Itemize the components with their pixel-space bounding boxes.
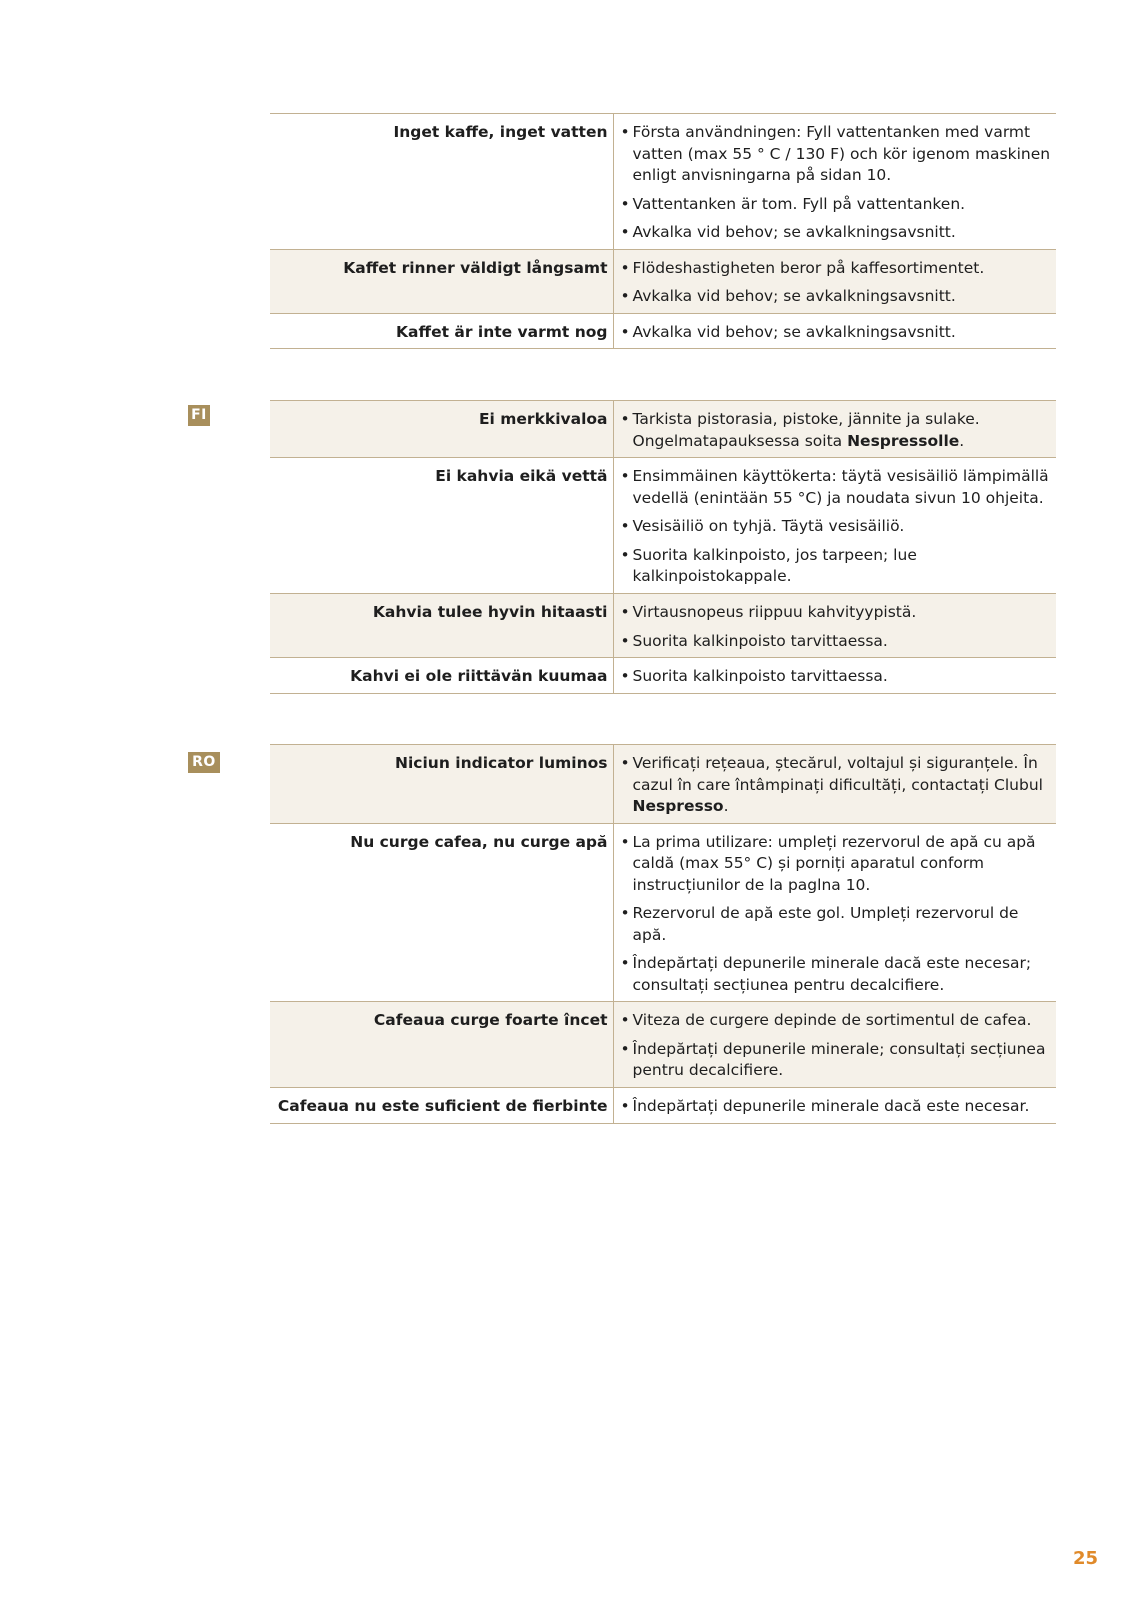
solution-item: • Rezervorul de apă este gol. Umpleți rezervorul de apă. (620, 904, 1019, 944)
table-row (270, 249, 1056, 313)
problem-label: Ei kahvia eikä vettä (270, 458, 613, 594)
table-row (270, 1088, 1056, 1124)
problem-label: Kaffet rinner väldigt långsamt (270, 249, 613, 313)
solution-item: • Suorita kalkinpoisto tarvittaessa. (620, 631, 888, 650)
solution-item: • Avkalka vid behov; se avkalkningsavsnitt. (620, 223, 956, 241)
language-tag-fi: FI (188, 405, 210, 426)
page-number: 25 (1072, 1548, 1098, 1569)
solution-list (613, 458, 1056, 594)
solution-item: • Viteza de curgere depinde de sortimentul de cafea. (620, 1011, 1032, 1029)
solution-list (613, 401, 1056, 458)
problem-label: Cafeaua nu este suficient de fierbinte (270, 1088, 613, 1124)
table-row (270, 401, 1056, 458)
troubleshooting-table-ro (270, 744, 1056, 1124)
solution-item: • Vattentanken är tom. Fyll på vattentanken. (620, 194, 966, 213)
language-tag-ro: RO (188, 752, 220, 773)
table-row (270, 458, 1056, 594)
solution-list (613, 823, 1056, 1002)
troubleshooting-section-sv (270, 113, 1056, 349)
brand-name: Nespressolle (847, 431, 960, 450)
solution-list (613, 249, 1056, 313)
solution-list (613, 114, 1056, 250)
solution-item: • Verificați rețeaua, ștecărul, voltajul și siguranțele. În cazul în care întâmpinați dificultăți, contactați Clubul Nespresso. (620, 754, 1043, 815)
solution-list (613, 313, 1056, 349)
table-row (270, 745, 1056, 824)
solution-item: • Virtausnopeus riippuu kahvityypistä. (620, 603, 917, 621)
solution-item: • Avkalka vid behov; se avkalkningsavsnitt. (620, 287, 956, 305)
troubleshooting-table-fi (270, 400, 1056, 694)
solution-item: • Vesisäiliö on tyhjä. Täytä vesisäiliö. (620, 517, 905, 535)
solution-list (613, 658, 1056, 694)
solution-item: • Suorita kalkinpoisto, jos tarpeen; lue kalkinpoistokappale. (620, 545, 917, 585)
problem-label: Kaffet är inte varmt nog (270, 313, 613, 349)
solution-item: • Suorita kalkinpoisto tarvittaessa. (620, 667, 888, 685)
troubleshooting-section-ro (270, 744, 1056, 1124)
solution-list (613, 745, 1056, 824)
troubleshooting-table-sv (270, 113, 1056, 349)
table-row (270, 823, 1056, 1002)
problem-label: Kahvi ei ole riittävän kuumaa (270, 658, 613, 694)
solution-item: • Îndepărtați depunerile minerale; consultați secțiunea pentru decalcifiere. (620, 1039, 1046, 1079)
table-row (270, 658, 1056, 694)
solution-item: • Tarkista pistorasia, pistoke, jännite ja sulake. Ongelmatapauksessa soita Nespressolle. (620, 410, 980, 450)
solution-item: • Första användningen: Fyll vattentanken med varmt vatten (max 55 ° C / 130 F) och kör igenom maskinen enligt anvisningarna på sidan 10. (620, 123, 1051, 184)
solution-item: • Îndepărtați depunerile minerale dacă este necesar; consultați secțiunea pentru decalcifiere. (620, 954, 1032, 994)
solution-list (613, 1002, 1056, 1088)
solution-list (613, 594, 1056, 658)
table-row (270, 1002, 1056, 1088)
troubleshooting-section-fi (270, 400, 1056, 694)
table-row (270, 594, 1056, 658)
problem-label: Niciun indicator luminos (270, 745, 613, 824)
table-row (270, 114, 1056, 250)
problem-label: Nu curge cafea, nu curge apă (270, 823, 613, 1002)
solution-item: • La prima utilizare: umpleți rezervorul de apă cu apă caldă (max 55° C) și porniți aparatul conform instrucțiunilor de la paglna 10. (620, 832, 1036, 894)
solution-item: • Ensimmäinen käyttökerta: täytä vesisäiliö lämpimällä vedellä (enintään 55 °C) ja noudata sivun 10 ohjeita. (620, 467, 1049, 507)
solution-item: • Avkalka vid behov; se avkalkningsavsnitt. (620, 322, 956, 341)
table-row (270, 313, 1056, 349)
problem-label: Cafeaua curge foarte încet (270, 1002, 613, 1088)
solution-list (613, 1088, 1056, 1124)
problem-label: Ei merkkivaloa (270, 401, 613, 458)
brand-name: Nespresso (632, 797, 724, 815)
solution-item: • Flödeshastigheten beror på kaffesortimentet. (620, 258, 985, 277)
problem-label: Inget kaffe, inget vatten (270, 114, 613, 250)
problem-label: Kahvia tulee hyvin hitaasti (270, 594, 613, 658)
solution-item: • Îndepărtați depunerile minerale dacă este necesar. (620, 1097, 1030, 1115)
